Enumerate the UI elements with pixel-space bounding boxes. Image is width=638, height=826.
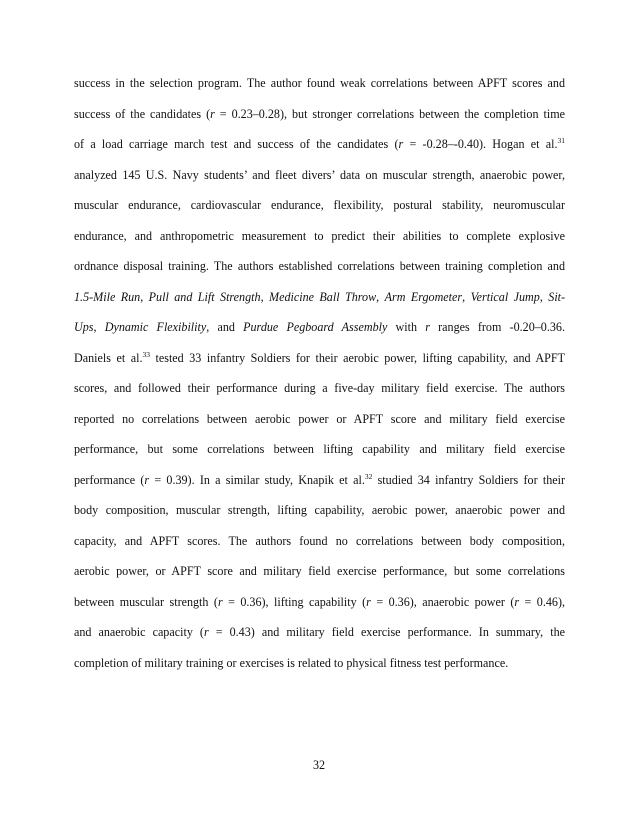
- text-run: capacity, and APFT scores. The authors found no correlations between body composition,: [74, 533, 565, 548]
- text-run: performance, but some correlations between lifting capability and military field exercise: [74, 442, 565, 456]
- text-line: [74, 68, 565, 99]
- text-run: ,: [539, 289, 549, 304]
- text-run: of a load carriage march test and success of the candidates (: [74, 137, 399, 151]
- text-run: ordnance disposal training. The authors established correlations between training completion and: [74, 259, 565, 273]
- text-line: [74, 495, 565, 526]
- text-run: ,: [376, 289, 385, 304]
- text-line: [74, 465, 565, 496]
- text-line: [74, 648, 565, 679]
- italic-text: Arm Ergometer: [384, 289, 463, 304]
- italic-text: r: [203, 625, 209, 639]
- text-line: [74, 129, 565, 160]
- italic-text: r: [217, 594, 223, 609]
- text-run: between muscular strength (: [74, 594, 218, 609]
- text-run: tested 33 infantry Soldiers for their aerobic power, lifting capability, and APFT: [149, 350, 566, 365]
- italic-text: 1.5-Mile Run: [74, 289, 141, 304]
- italic-text: r: [398, 137, 404, 151]
- text-run: muscular endurance, cardiovascular endurance, flexibility, postural stability, neuromuscular: [74, 198, 565, 212]
- text-run: ,: [140, 289, 149, 304]
- text-line: [74, 221, 565, 252]
- text-run: with: [387, 320, 426, 334]
- text-run: = 0.43) and military field exercise performance. In summary, the: [208, 625, 565, 639]
- text-run: success of the candidates (: [74, 106, 211, 121]
- italic-text: Sit-: [548, 289, 566, 304]
- text-run: scores, and followed their performance during a five-day military field exercise. The authors: [74, 381, 565, 395]
- text-run: performance (: [74, 472, 145, 487]
- text-line: [74, 190, 565, 221]
- text-run: = 0.23–0.28), but stronger correlations between the completion time: [214, 106, 565, 121]
- citation-superscript: 32: [364, 471, 373, 481]
- text-run: Daniels et al.: [74, 350, 143, 365]
- text-line: [74, 251, 565, 282]
- italic-text: Ups: [74, 320, 94, 334]
- text-line: [74, 434, 565, 465]
- text-run: aerobic power, or APFT score and military field exercise performance, but some correlations: [74, 564, 565, 578]
- text-run: analyzed 145 U.S. Navy students’ and fleet divers’ data on muscular strength, anaerobic power,: [74, 167, 565, 182]
- text-line: [74, 312, 565, 343]
- text-run: = 0.36), lifting capability (: [222, 594, 367, 609]
- text-line: [74, 99, 565, 130]
- text-run: = 0.46),: [519, 594, 565, 609]
- text-run: , and: [206, 320, 244, 334]
- text-run: = 0.36), anaerobic power (: [370, 594, 515, 609]
- text-run: ,: [260, 289, 270, 304]
- text-run: success in the selection program. The author found weak correlations between APFT scores and: [74, 76, 565, 90]
- italic-text: Medicine Ball Throw: [269, 289, 377, 304]
- citation-superscript: 33: [142, 349, 150, 359]
- text-line: [74, 526, 565, 557]
- text-line: [74, 587, 565, 618]
- citation-superscript: 31: [557, 136, 565, 145]
- page-number: 32: [312, 758, 326, 772]
- italic-text: Dynamic Flexibility: [104, 320, 207, 334]
- text-run: ,: [462, 289, 471, 304]
- text-line: [74, 160, 565, 191]
- text-run: body composition, muscular strength, lifting capability, aerobic power, anaerobic power and: [74, 503, 565, 517]
- text-line: [74, 556, 565, 587]
- text-run: reported no correlations between aerobic power or APFT score and military field exercise: [74, 411, 565, 426]
- italic-text: r: [425, 320, 430, 334]
- text-run: endurance, and anthropometric measurement to predict their abilities to complete explosive: [74, 228, 565, 243]
- italic-text: r: [144, 472, 150, 487]
- text-run: ,: [93, 320, 105, 334]
- text-run: studied 34 infantry Soldiers for their: [372, 472, 565, 487]
- italic-text: Purdue Pegboard Assembly: [243, 320, 388, 334]
- text-run: ranges from -0.20–0.36.: [429, 320, 565, 334]
- text-line: [74, 373, 565, 404]
- italic-text: Pull and Lift Strength: [148, 289, 261, 304]
- text-run: completion of military training or exercises is related to physical fitness test performance.: [74, 655, 509, 670]
- body-paragraph: [74, 68, 565, 678]
- italic-text: r: [210, 106, 215, 121]
- italic-text: r: [366, 594, 371, 609]
- text-line: [74, 282, 565, 313]
- text-line: [74, 343, 565, 374]
- text-run: and anaerobic capacity (: [74, 625, 204, 639]
- italic-text: r: [514, 594, 520, 609]
- text-run: = -0.28–-0.40). Hogan et al.: [403, 137, 558, 151]
- text-run: = 0.39). In a similar study, Knapik et al.: [149, 472, 365, 487]
- text-line: [74, 617, 565, 648]
- italic-text: Vertical Jump: [470, 289, 540, 304]
- text-line: [74, 404, 565, 435]
